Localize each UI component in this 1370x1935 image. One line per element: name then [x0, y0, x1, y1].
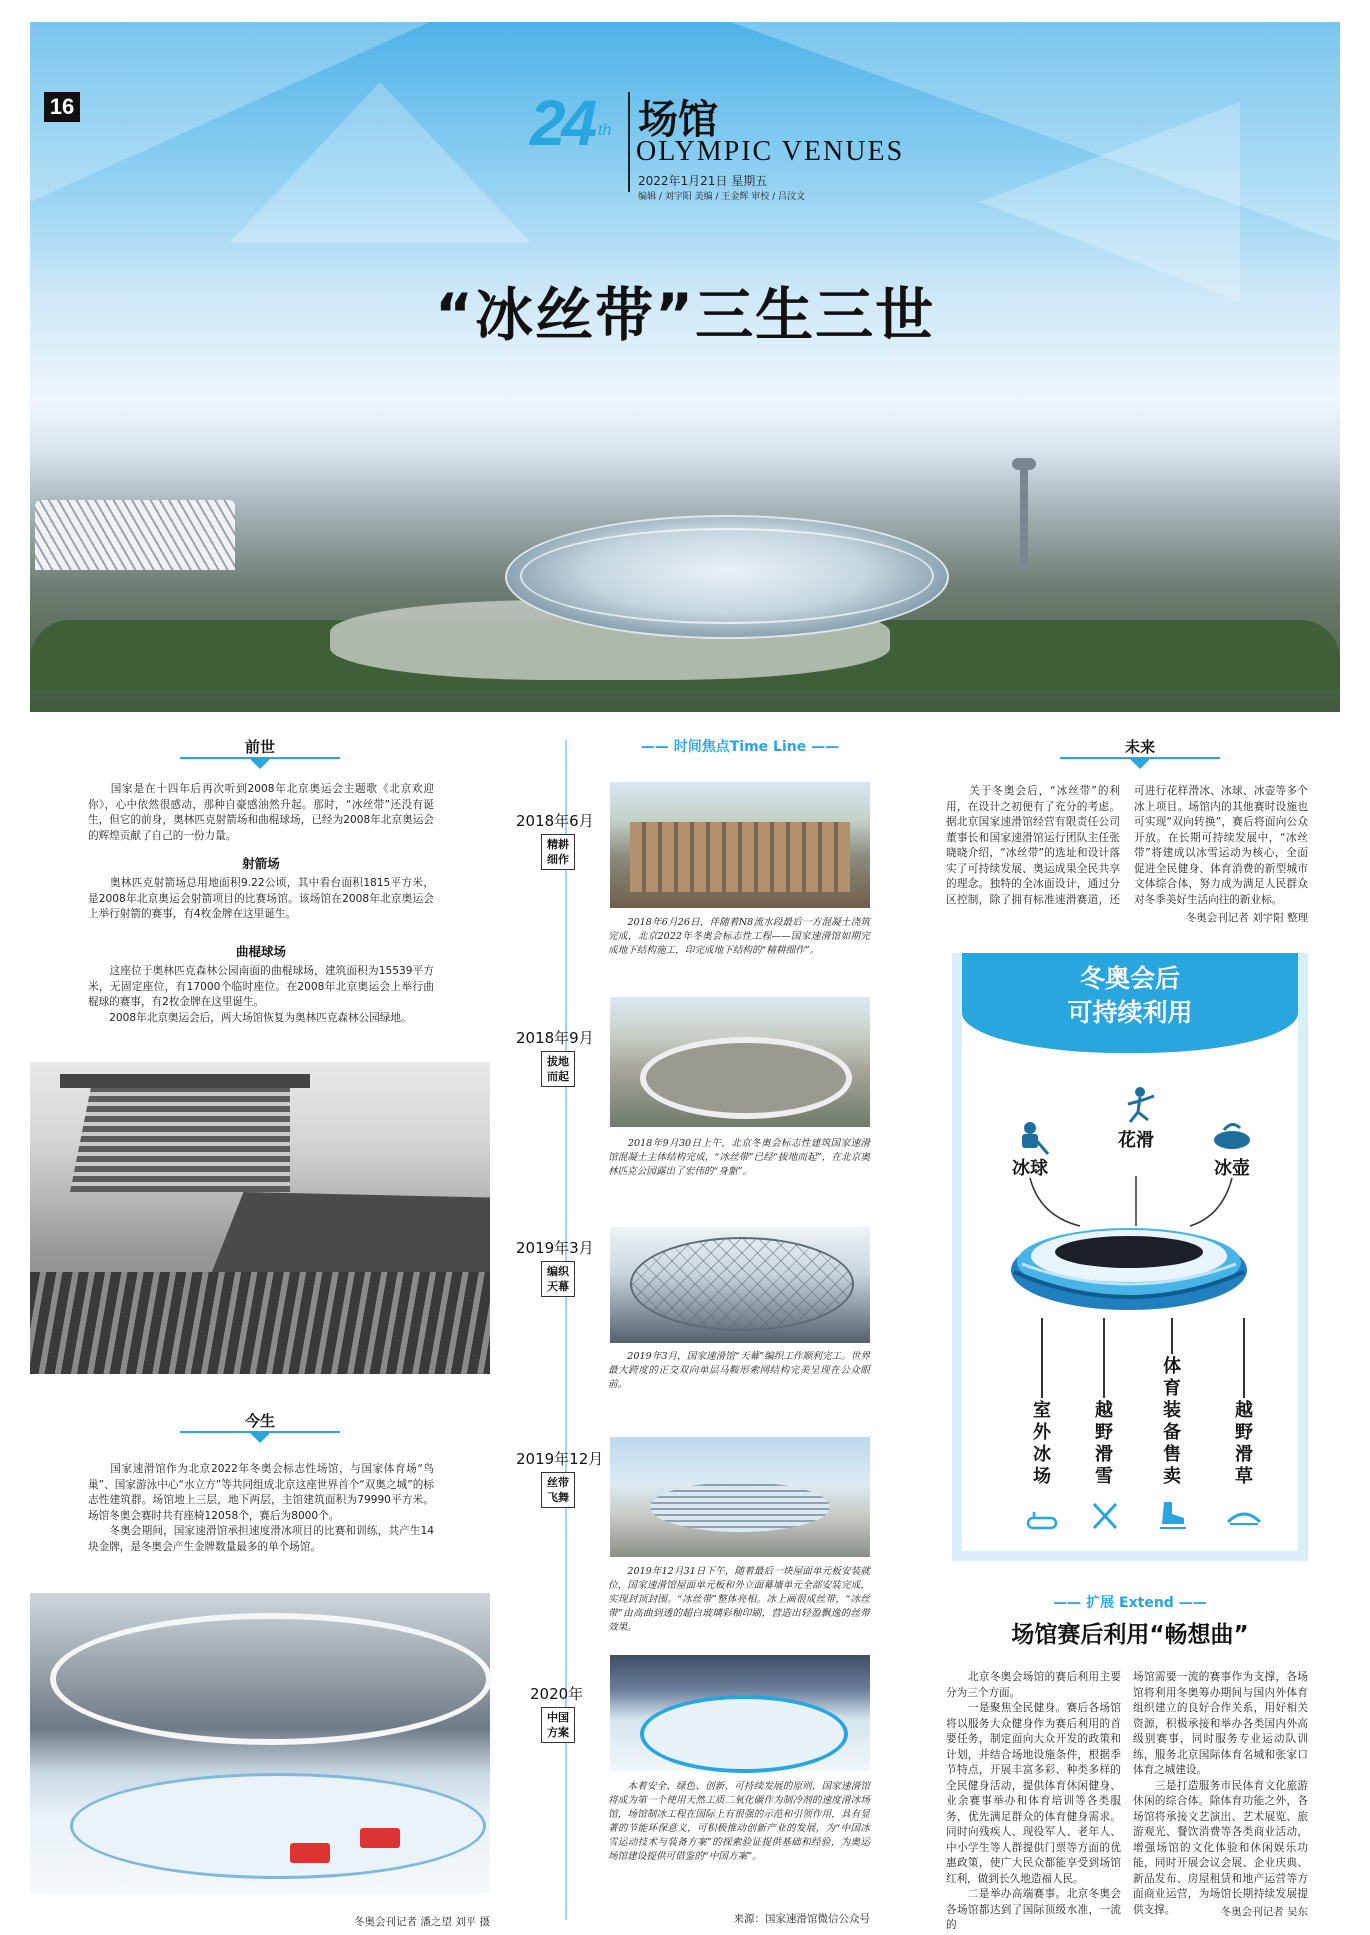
outdoor-rink-icon — [1026, 1510, 1058, 1532]
extend-text-col1: 北京冬奥会场馆的赛后利用主要分为三个方面。 一是聚焦全民健身。赛后各场馆将以服务大众健身作为赛后利用的首要任务，制定面向大众开发的政策和计划，并结合场地设施条件，根据季节特点，开展丰富多彩、种类多样的全民健身活动，提供体育休闲健身、业余赛事举办和体育培训等各类服务，优先满足群众的体育健身需求。同时向残疾人、现役军人、老年人、中小学生等人群提供门票等方面的优惠政策，使广大民众都能享受到场馆红利，做到长久地造福人民。 二是举办高端赛事。北京冬奥会各场馆都达到了国际顶级水准，一流的 — [946, 1671, 1121, 1931]
timeline-tag: 编织天幕 — [541, 1261, 575, 1297]
timeline-date: 2020年 — [530, 1685, 584, 1703]
timeline-caption: 本着安全、绿色、创新、可持续发展的原则，国家速滑馆将成为第一个使用天然工质二氧化碳作为制冷剂的速度滑冰场馆，场馆制冰工程在国际上有很强的示范和引领作用，具有显著的节能环保意义，可积极推动创新产业的发展，为“中国冰雪运动技术与装备方案”的探索验证提供基础和经验，为奥运场馆建设提供可借鉴的“中国方案”。 — [608, 1781, 870, 1862]
page-number: 16 — [44, 92, 80, 122]
games-logo-suffix: th — [598, 122, 612, 139]
timeline-tag: 丝带飞舞 — [541, 1472, 575, 1508]
timeline-photo-4 — [610, 1437, 870, 1557]
archery-stand-photo-detail — [35, 500, 235, 570]
connector-line — [1103, 1318, 1105, 1398]
timeline-caption: 2019年3月，国家速滑馆“天幕”编织工作顺利完工。世界最大跨度的正交双向单层马鞍形索网结构完美呈现在公众眼前。 — [608, 1351, 870, 1390]
chevron-down-icon — [250, 1433, 270, 1443]
future-title: 未来 — [1124, 738, 1155, 756]
grass-ski-icon — [1226, 1504, 1262, 1528]
timeline-photo-3 — [610, 1227, 870, 1343]
timeline-caption: 2018年9月30日上午，北京冬奥会标志性建筑国家速滑馆混凝土主体结构完成，“冰丝带”已经“拔地而起”，在北京奥林匹克公园露出了宏伟的“身躯”。 — [608, 1138, 870, 1177]
past-title: 前世 — [244, 738, 275, 756]
timeline-photo-5 — [610, 1655, 870, 1771]
timeline-axis — [565, 740, 567, 1920]
timeline-caption: 2019年12月31日下午，随着最后一块屋面单元板安装就位，国家速滑馆屋面单元板和外立面幕墙单元全部安装完成，实现封顶封围。“冰丝带”整体亮相。冰上画很成丝带，“冰丝带”由高曲到透的超白玻璃彩釉印刷，营造出轻盈飘逸的丝带效果。 — [608, 1566, 870, 1633]
present-text: 国家速滑馆作为北京2022年冬奥会标志性场馆，与国家体育场“鸟巢”、国家游泳中心“水立方”等共同组成北京这座世界首个“双奥之城”的标志性建筑群。场馆地上三层，地下两层，主馆建筑面积为79990平方米。场馆冬奥会赛时共有座椅12058个，赛后为8000个。 冬奥会期间，国家速滑馆承担速度滑冰项目的比赛和训练，共产生14块金牌，是冬奥会产生金牌数量最多的单个场馆。 — [88, 1463, 434, 1553]
timeline-header: —— 时间焦点Time Line —— — [640, 739, 840, 755]
cross-country-ski-label: 越野滑雪 — [1095, 1400, 1113, 1487]
header-divider — [628, 92, 630, 192]
future-author: 冬奥会刊记者 刘宇阳 整理 — [1185, 912, 1308, 924]
games-logo-number: 24 — [530, 87, 594, 159]
timeline-tag: 拔地而起 — [541, 1051, 575, 1087]
timeline-source: 来源：国家速滑馆微信公众号 — [733, 1913, 870, 1925]
archery-subhead: 射箭场 — [242, 856, 280, 871]
figure-skating-icon — [1120, 1086, 1160, 1126]
connector-line — [1243, 1318, 1245, 1398]
extend-label: —— 扩展 Extend —— — [1053, 1595, 1207, 1611]
olympic-tower-top — [1012, 458, 1036, 470]
timeline-date: 2019年3月 — [516, 1239, 594, 1257]
timeline-date: 2019年12月 — [516, 1450, 604, 1468]
extend-title: 场馆赛后利用“畅想曲” — [1011, 1622, 1249, 1648]
grass-ski-label: 越野滑草 — [1235, 1400, 1253, 1487]
curling-stone-icon — [1210, 1120, 1254, 1150]
skate-boot-icon — [1158, 1500, 1188, 1530]
hockey-subhead: 曲棍球场 — [235, 944, 286, 959]
connector-line — [1041, 1318, 1043, 1398]
timeline-tag: 中国方案 — [541, 1707, 575, 1743]
outdoor-rink-label: 室外冰场 — [1033, 1400, 1051, 1487]
infographic-title-line2: 可持续利用 — [1067, 998, 1193, 1027]
chevron-down-icon — [1130, 759, 1150, 769]
ice-ribbon-venue-model-icon — [1004, 1212, 1254, 1322]
timeline-date: 2018年9月 — [516, 1029, 594, 1047]
hockey-text: 这座位于奥林匹克森林公园南面的曲棍球场，建筑面积为15539平方米，无固定座位，有17000个临时座位。在2008年北京奥运会上举行曲棍球的赛事，有2枚金牌在这里诞生。 2008年北京奥运会后，两大场馆恢复为奥林匹克森林公园绿地。 — [88, 965, 434, 1024]
archery-stand-photo — [30, 1062, 490, 1374]
timeline-caption: 2018年6月26日，伴随着N8流水段最后一方混凝土浇筑完成，北京2022年冬奥会标志性工程——国家速滑馆如期完成地下结构施工，印完成地下结构的“精耕细作”。 — [608, 917, 870, 956]
sport-label-ice-hockey: 冰球 — [1012, 1158, 1048, 1179]
present-title: 今生 — [244, 1412, 275, 1430]
timeline-tag: 精耕细作 — [541, 834, 575, 870]
archery-text: 奥林匹克射箭场总用地面积9.22公顷，其中看台面积1815平方米，是2008年北京奥运会射箭项目的比赛场馆。该场馆在2008年北京奥运会上举行射箭的赛事，有4枚金牌在这里诞生。 — [88, 877, 434, 920]
chevron-down-icon — [250, 759, 270, 769]
infographic-title-line1: 冬奥会后 — [1079, 964, 1180, 993]
sport-label-curling: 冰壶 — [1214, 1158, 1250, 1179]
present-photo-credit: 冬奥会刊记者 潘之望 刘平 摄 — [353, 1916, 490, 1928]
section-title-en: OLYMPIC VENUES — [636, 136, 905, 167]
extend-author: 冬奥会刊记者 吴东 — [1220, 1906, 1308, 1918]
infographic-title — [962, 962, 1298, 1030]
ice-hockey-icon — [1010, 1120, 1050, 1156]
future-text: 关于冬奥会后，“冰丝带”的利用，在设计之初便有了充分的考虑。据北京国家速滑馆经营有限责任公司董事长和国家速滑馆运行团队主任张晓晓介绍，“冰丝带”的选址和设计落实了可持续发展、奥运成果全民共享的理念。独特的全冰面设计，通过分区控制，除了拥有标准速滑赛道，还可进行花样滑冰、冰球、冰壶等多个冰上项目。场馆内的其他赛时设施也可实现“双向转换”，赛后将面向公众开放。在长期可持续发展中，“冰丝带”将建成以冰雪运动为核心，全面促进全民健身、体育消费的新型城市文体综合体，努力成为满足人民群众对冬季美好生活向往的新业标。 — [946, 785, 1308, 906]
past-intro-text: 国家是在十四年后再次听到2008年北京奥运会主题歌《北京欢迎你》，心中依然很感动，那种自豪感油然升起。那时，“冰丝带”还没有诞生，但它的前身，奥林匹克射箭场和曲棍球场，已经为2008年北京奥运会的辉煌贡献了自己的一份力量。 — [88, 783, 434, 842]
speed-skating-arena-interior-photo — [30, 1593, 490, 1893]
editor-credits: 编辑 / 刘宇阳 美编 / 王金辉 审校 / 吕汶文 — [638, 192, 805, 202]
section-title-cn: 场馆 — [638, 97, 718, 143]
timeline-photo-1 — [610, 782, 870, 908]
skis-icon — [1090, 1500, 1120, 1532]
extend-text-col2: 场馆需要一流的赛事作为支撑，各场馆将利用冬奥筹办期间与国内外体育组织建立的良好合作关系，用好相关资源，积极承接和举办各类国内外高级别赛事，同时服务专业运动队训练，服务北京国际体育名城和张家口体育之城建设。 三是打造服务市民体育文化旅游休闲的综合体。除体育功能之外，各场馆将承接文艺演出、艺术展览、旅游观光、餐饮消费等各类商业活动，增强场馆的文化体验和休闲娱乐功能，同时开展会议会展、企业庆典、新品发布、房屋租赁和地产运营等方面商业运营，为场馆长期持续发展提供支撑。 — [1133, 1671, 1308, 1916]
stadium-ribbon — [520, 528, 934, 624]
page-headline: “冰丝带”三生三世 — [434, 281, 936, 349]
timeline-date: 2018年6月 — [516, 812, 594, 830]
timeline-photo-2 — [610, 997, 870, 1127]
sport-label-figure-skating: 花滑 — [1118, 1130, 1154, 1151]
sports-equipment-sales-label: 体育装备售卖 — [1163, 1356, 1181, 1487]
connector-line — [1171, 1318, 1173, 1354]
olympic-tower — [1020, 460, 1028, 570]
issue-date: 2022年1月21日 星期五 — [638, 174, 768, 188]
